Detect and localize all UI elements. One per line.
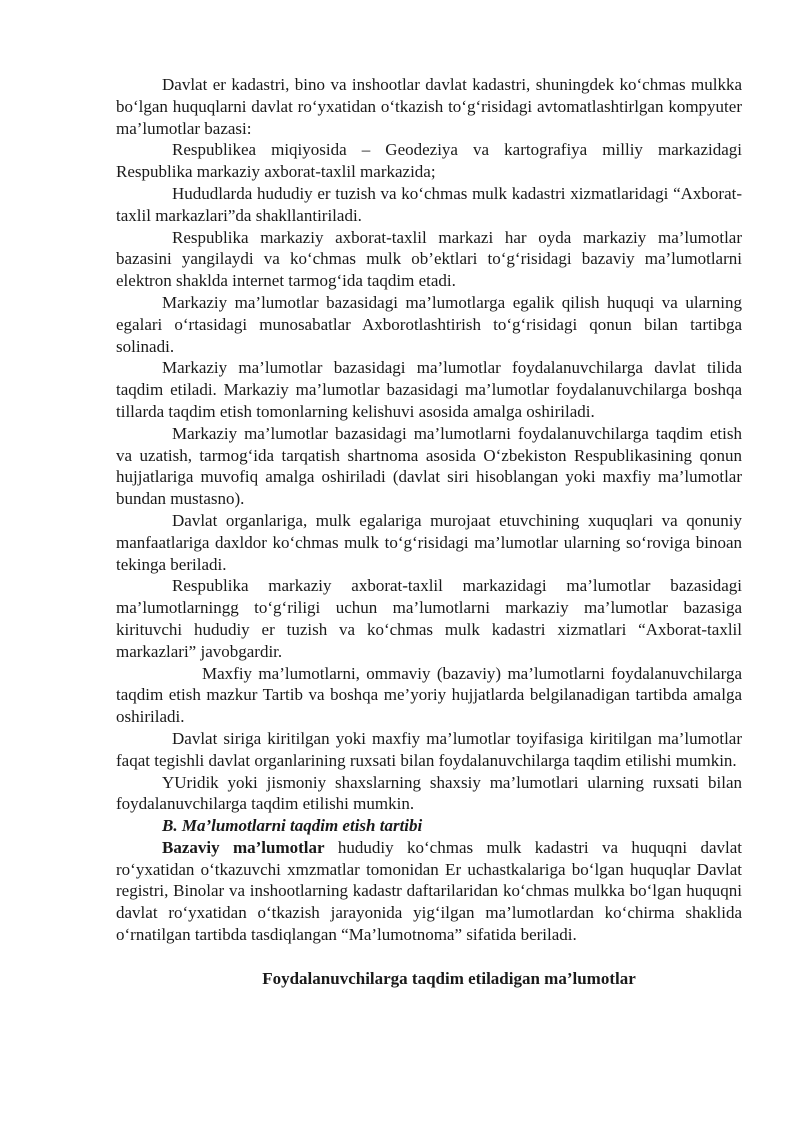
paragraph-4: Respublika markaziy axborat-taxlil markazi har oyda markaziy ma’lumotlar bazasini yangilaydi va ko‘chmas mulk ob’ektlari to‘g‘risidagi bazaviy ma’lumotlarni elektron shaklda internet tarmog‘ida taqdim etadi.	[116, 227, 742, 291]
paragraph-11: Davlat siriga kiritilgan yoki maxfiy ma’lumotlar toyifasiga kiritilgan ma’lumotlar faqat tegishli davlat organlarining ruxsati bilan foydalanuvchilarga taqdim etilishi mumkin.	[116, 728, 742, 770]
paragraph-10: Maxfiy ma’lumotlarni, ommaviy (bazaviy) ma’lumotlarni foydalanuvchilarga taqdim etish mazkur Tartib va boshqa me’yoriy hujjatlarda belgilanadigan tartibda amalga oshiriladi.	[116, 663, 742, 727]
paragraph-12: YUridik yoki jismoniy shaxslarning shaxsiy ma’lumotlari ularning ruxsati bilan foydalanuvchilarga taqdim etilishi mumkin.	[116, 772, 742, 814]
paragraph-13-bold-term: Bazaviy ma’lumotlar	[162, 837, 325, 857]
paragraph-8: Davlat organlariga, mulk egalariga murojaat etuvchining xuquqlari va qonuniy manfaatlariga daxldor ko‘chmas mulk to‘g‘risidagi ma’lumotlar ularning so‘roviga binoan tekinga beriladi.	[116, 510, 742, 574]
section-title: Foydalanuvchilarga taqdim etiladigan ma’lumotlar	[262, 968, 636, 988]
paragraph-1: Davlat er kadastri, bino va inshootlar davlat kadastri, shuningdek ko‘chmas mulkka bo‘lgan huquqlarni davlat ro‘yxatidan o‘tkazish to‘g‘risidagi avtomatlashtirlgan kompyuter ma’lumotlar bazasi:	[116, 75, 742, 138]
paragraph-9: Respublika markaziy axborat-taxlil markazidagi ma’lumotlar bazasidagi ma’lumotlarningg to‘g‘riligi uchun ma’lumotlarni markaziy ma’lumotlar bazasiga kirituvchi hududiy er tuzish va ko‘chmas mulk kadastri xizmatlari “Axborat-taxlil markazlari” javobgardir.	[116, 576, 742, 661]
paragraph-13	[116, 837, 742, 946]
paragraph-2: Respublikea miqiyosida – Geodeziya va kartografiya milliy markazidagi Respublika markaziy axborat-taxlil markazida;	[116, 140, 742, 182]
paragraph-3: Hududlarda hududiy er tuzish va ko‘chmas mulk kadastri xizmatlaridagi “Axborat-taxlil markazlari”da shakllantiriladi.	[116, 183, 742, 225]
paragraph-7: Markaziy ma’lumotlar bazasidagi ma’lumotlarni foydalanuvchilarga taqdim etish va uzatish, tarmog‘ida tarqatish shartnoma asosida O‘zbekiston Respublikasining qonun hujjatlariga muvofiq amalga oshiriladi (davlat siri hisoblangan yoki maxfiy ma’lumotlar bundan mustasno).	[116, 423, 742, 509]
paragraph-5: Markaziy ma’lumotlar bazasidagi ma’lumotlarga egalik qilish huquqi va ularning egalari o‘rtasidagi munosabatlar Axborotlashtirish to‘g‘risidagi qonun bilan tartibga solinadi.	[116, 292, 742, 356]
paragraph-13-text: hududiy ko‘chmas mulk kadastri va huquqni davlat ro‘yxatidan o‘tkazuvchi xmzmatlar tomonidan Er uchastkalariga bo‘lgan huquqlar Davlat registri, Binolar va inshootlarning kadastr daftarilaridan ko‘chmas mulkka bo‘lgan huquqni davlat ro‘yxatidan o‘tkazish jarayonida yig‘ilgan ma’lumotlardan ko‘chirma shaklida o‘rnatilgan tartibda tasdiqlangan “Ma’lumotnoma” sifatida beriladi.	[116, 837, 742, 945]
section-heading: B. Ma’lumotlarni taqdim etish tartibi	[162, 816, 423, 836]
paragraph-6: Markaziy ma’lumotlar bazasidagi ma’lumotlar foydalanuvchilarga davlat tilida taqdim etiladi. Markaziy ma’lumotlar bazasidagi ma’lumotlar foydalanuvchilarga boshqa tillarda taqdim etish tomonlarning kelishuvi asosida amalga oshiriladi.	[116, 358, 742, 421]
